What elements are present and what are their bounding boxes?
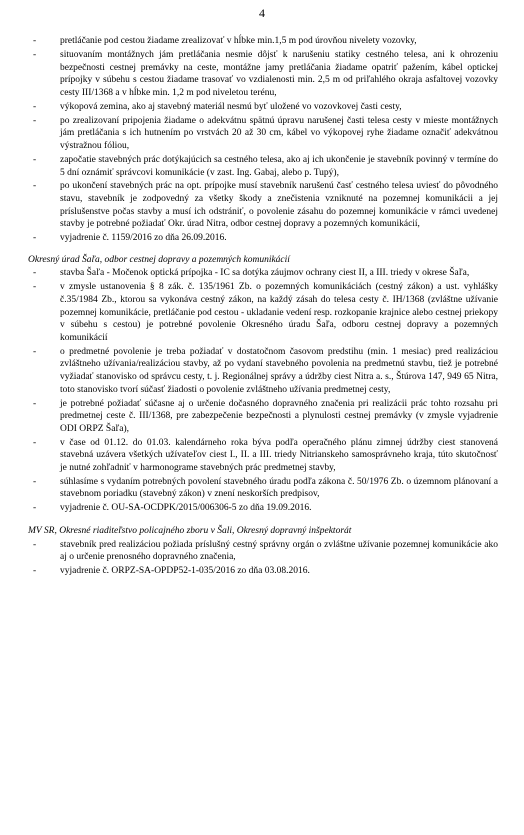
section2-heading: Okresný úrad Šaľa, odbor cestnej dopravy a pozemných komunikácií [28, 254, 290, 265]
list-item: - je potrebné požiadať súčasne aj o určenie dočasného dopravného značenia pri realizácii prác tohto rozsahu pri predmetnej ceste č. III/1368, pre zabezpečenie bezpečnosti a plynulosti cestnej premávky (v zmysle vyjadrenie ODI ORPZ Šaľa), [28, 398, 498, 436]
list-item: - po ukončení stavebných prác na opt. prípojke musí stavebník narušenú časť cestného telesa uviesť do pôvodného stavu, stavebník je zodpovedný za všetky škody a znečistenia vzniknuté na pozemnej komunikácii a jej príslušenstve počas stavby a musí ich odstrániť, o povolenie zásahu do pozemnej komunikácie v rámci uvedenej stavby je potrebné požiadať Okr. úrad Nitra, odbor cestnej dopravy a pozemných komunikácií, [28, 180, 498, 230]
list-item: - vyjadrenie č. 1159/2016 zo dňa 26.09.2016. [28, 232, 498, 245]
list-item: - v zmysle ustanovenia § 8 zák. č. 135/1961 Zb. o pozemných komunikáciách (cestný zákon) a ust. vyhlášky č.35/1984 Zb., ktorou sa vykonáva cestný zákon, na každý zásah do telesa cesty č. IH/1368 (zvláštne užívanie pozemnej komunikácie, pretláčanie pod cestou - ukladanie vedení resp. rozkopanie krajnice alebo cestnej priekopy v súbehu s cestou) je potrebné povolenie Okresného úradu Šaľa, odboru cestnej dopravy a pozemných komunikácií [28, 281, 498, 344]
list-item: - v čase od 01.12. do 01.03. kalendárneho roka býva podľa operačného plánu zimnej údržby ciest stanovená stavebná uzávera všetkých užívateľov ciest I., II. a III. triedy Nitrianskeho samosprávneho kraja, túto skutočnosť je nutné zohľadniť v harmonograme stavebných prác predmetnej stavby, [28, 437, 498, 475]
list-item: - stavba Šaľa - Močenok optická prípojka - IC sa dotýka záujmov ochrany ciest II, a III. triedy v okrese Šaľa, [28, 267, 498, 280]
list-item: - započatie stavebných prác dotýkajúcich sa cestného telesa, ako aj ich ukončenie je stavebník povinný v termíne do 5 dní oznámiť správcovi komunikácie (v zast. Ing. Gabaj, alebo p. Tupý), [28, 154, 498, 179]
list-item: - výkopová zemina, ako aj stavebný materiál nesmú byť uložené vo vozovkovej časti cesty, [28, 101, 498, 114]
document-body [28, 35, 498, 579]
list-item: - vyjadrenie č. OU-SA-OCDPK/2015/006306-5 zo dňa 19.09.2016. [28, 502, 498, 515]
list-item: - po zrealizovaní pripojenia žiadame o adekvátnu spätnú úpravu narušenej časti telesa cesty v mieste montážnych jám pretláčania s ich hutnením po vrstvách 20 až 30 cm, kábel vo výkopovej ryhe žiadame označiť adekvátnou výstražnou fóliou, [28, 115, 498, 153]
list-item: - o predmetné povolenie je treba požiadať v dostatočnom časovom predstihu (min. 1 mesiac) pred realizáciou zvláštneho užívania/realizáciou stavby, až po vydaní stavebného povolenia na predmetnú stavbu, tiež je potrebné vyžiadať stanovisko od správcu cesty, t. j. Regionálnej správy a údržby ciest Nitra a. s., Štúrova 147, 949 65 Nitra, toto stanovisko tvorí súčasť žiadosti o povolenie zvláštneho užívania predmetnej cesty, [28, 346, 498, 396]
list-item: - pretláčanie pod cestou žiadame zrealizovať v hĺbke min.1,5 m pod úrovňou nivelety vozovky, [28, 35, 498, 48]
list-item: - situovaním montážnych jám pretláčania nesmie dôjsť k narušeniu statiky cestného telesa, ani k ohrozeniu bezpečnosti cestnej premávky na ceste, montážne jamy pretláčania žiadame opatriť pažením, kábel optickej prípojky v súbehu s cestou žiadame trasovať vo vzdialenosti min. 2,5 m od priľahlého okraja asfaltovej vozovky cesty III/1368 a v hĺbke min. 1,2 m pod niveletou terénu, [28, 49, 498, 99]
section1-list [28, 35, 498, 245]
list-item: - súhlasíme s vydaním potrebných povolení stavebného úradu podľa zákona č. 50/1976 Zb. o územnom plánovaní a stavebnom poriadku (stavebný zákon) v znení neskorších predpisov, [28, 476, 498, 501]
list-item: - stavebník pred realizáciou požiada príslušný cestný správny orgán o zvláštne užívanie pozemnej komunikácie ako aj o určenie prenosného dopravného značenia, [28, 539, 498, 564]
section3-list [28, 539, 498, 578]
section3-heading: MV SR, Okresné riaditeľstvo policajného zboru v Šali, Okresný dopravný inšpektorát [28, 526, 352, 537]
section2-list [28, 267, 498, 515]
page-number: 4 [259, 6, 265, 20]
list-item: - vyjadrenie č. ORPZ-SA-OPDP52-1-035/2016 zo dňa 03.08.2016. [28, 565, 498, 578]
